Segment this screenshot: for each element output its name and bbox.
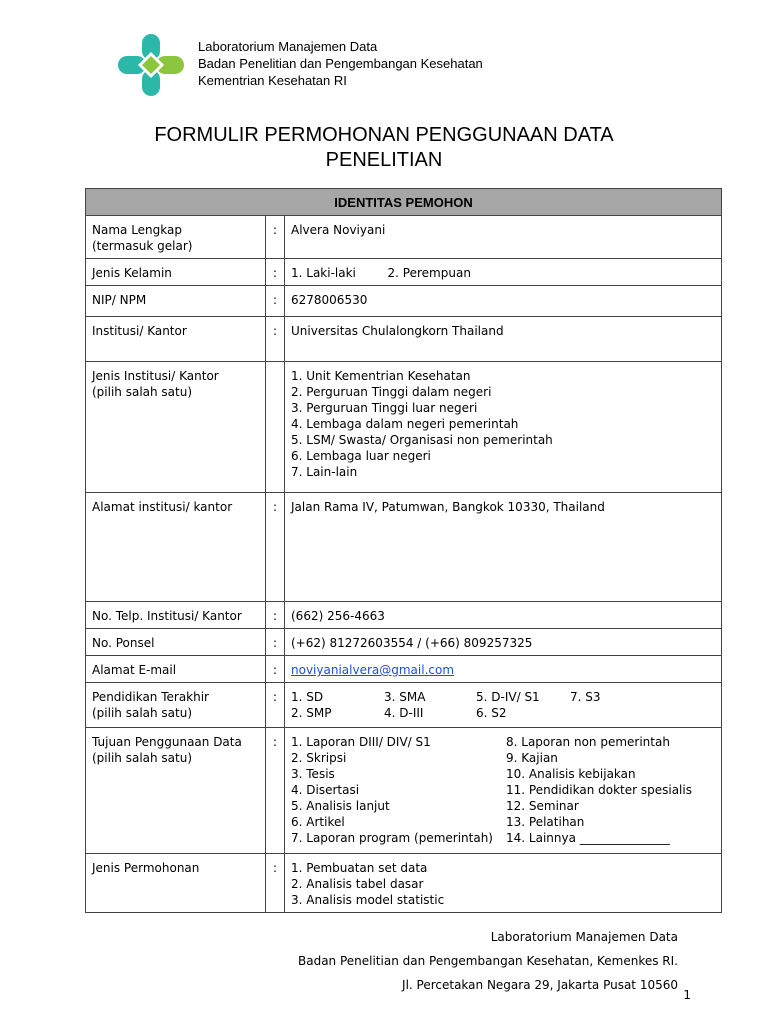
label-institusi: Institusi/ Kantor <box>86 317 266 362</box>
label-telp: No. Telp. Institusi/ Kantor <box>86 602 266 629</box>
option-tujuan-2[interactable]: 2. Skripsi <box>291 751 347 765</box>
row-email <box>86 656 722 683</box>
label-kelamin: Jenis Kelamin <box>86 259 266 286</box>
colon: : <box>266 602 285 629</box>
option-institusi-3[interactable]: 3. Perguruan Tinggi luar negeri <box>291 401 478 415</box>
option-perempuan[interactable]: 2. Perempuan <box>387 266 471 280</box>
option-tujuan-8[interactable]: 8. Laporan non pemerintah <box>506 735 670 749</box>
footer-line-2: Badan Penelitian dan Pengembangan Kesehatan, Kemenkes RI. <box>297 954 678 968</box>
option-institusi-2[interactable]: 2. Perguruan Tinggi dalam negeri <box>291 385 492 399</box>
colon: : <box>266 683 285 728</box>
label-tujuan <box>86 728 266 854</box>
label-tujuan-1: Tujuan Penggunaan Data <box>92 735 242 749</box>
option-tujuan-11[interactable]: 11. Pendidikan dokter spesialis <box>506 783 692 797</box>
page-number: 1 <box>683 988 691 1002</box>
label-nama <box>86 216 266 259</box>
option-tujuan-3[interactable]: 3. Tesis <box>291 767 335 781</box>
tujuan-col-2 <box>506 734 692 846</box>
colon: : <box>266 493 285 602</box>
value-nip[interactable]: 6278006530 <box>285 286 722 317</box>
row-ponsel <box>86 629 722 656</box>
title-line-2: PENELITIAN <box>325 149 443 171</box>
section-header-row <box>86 189 722 216</box>
row-tujuan <box>86 728 722 854</box>
value-permohonan <box>285 854 722 913</box>
row-pendidikan <box>86 683 722 728</box>
label-pendidikan-2: (pilih salah satu) <box>92 706 193 720</box>
kemenkes-logo-icon <box>118 34 186 96</box>
form-title <box>0 123 768 173</box>
tujuan-options <box>291 734 715 846</box>
colon: : <box>266 728 285 854</box>
option-s3[interactable]: 7. S3 <box>570 690 601 704</box>
option-tujuan-1[interactable]: 1. Laporan DIII/ DIV/ S1 <box>291 735 431 749</box>
option-sd[interactable]: 1. SD <box>291 690 324 704</box>
option-tujuan-13[interactable]: 13. Pelatihan <box>506 815 585 829</box>
option-sma[interactable]: 3. SMA <box>384 690 426 704</box>
colon: : <box>266 259 285 286</box>
footer-line-1: Laboratorium Manajemen Data <box>490 930 678 944</box>
footer-line-3: Jl. Percetakan Negara 29, Jakarta Pusat 10560 <box>402 978 678 992</box>
colon: : <box>266 286 285 317</box>
option-tujuan-9[interactable]: 9. Kajian <box>506 751 558 765</box>
option-permohonan-2[interactable]: 2. Analisis tabel dasar <box>291 877 424 891</box>
value-nama[interactable]: Alvera Noviyani <box>285 216 722 259</box>
org-line-3: Kementrian Kesehatan RI <box>198 73 347 88</box>
permohonan-options <box>291 860 715 908</box>
label-pendidikan-1: Pendidikan Terakhir <box>92 690 209 704</box>
row-kelamin <box>86 259 722 286</box>
colon: : <box>266 317 285 362</box>
pendidikan-options <box>291 689 715 721</box>
section-header: IDENTITAS PEMOHON <box>86 189 722 216</box>
option-d4-s1[interactable]: 5. D-IV/ S1 <box>476 690 540 704</box>
option-tujuan-4[interactable]: 4. Disertasi <box>291 783 360 797</box>
colon: : <box>266 854 285 913</box>
option-laki-laki[interactable]: 1. Laki-laki <box>291 266 356 280</box>
label-jenis-institusi-1: Jenis Institusi/ Kantor <box>92 369 219 383</box>
row-nama <box>86 216 722 259</box>
org-line-1: Laboratorium Manajemen Data <box>198 39 378 54</box>
label-email: Alamat E-mail <box>86 656 266 683</box>
option-institusi-6[interactable]: 6. Lembaga luar negeri <box>291 449 431 463</box>
tujuan-col-1 <box>291 734 506 846</box>
value-tujuan <box>285 728 722 854</box>
value-pendidikan <box>285 683 722 728</box>
option-tujuan-10[interactable]: 10. Analisis kebijakan <box>506 767 636 781</box>
label-nama-1: Nama Lengkap <box>92 223 182 237</box>
org-line-2: Badan Penelitian dan Pengembangan Kesehatan <box>198 56 483 71</box>
label-jenis-institusi <box>86 362 266 493</box>
title-line-1: FORMULIR PERMOHONAN PENGGUNAAN DATA <box>154 124 614 146</box>
label-pendidikan <box>86 683 266 728</box>
option-permohonan-3[interactable]: 3. Analisis model statistic <box>291 893 445 907</box>
row-alamat <box>86 493 722 602</box>
option-tujuan-5[interactable]: 5. Analisis lanjut <box>291 799 390 813</box>
value-email[interactable] <box>285 656 722 683</box>
row-institusi <box>86 317 722 362</box>
option-institusi-7[interactable]: 7. Lain-lain <box>291 465 358 479</box>
value-ponsel[interactable]: (+62) 81272603554 / (+66) 809257325 <box>285 629 722 656</box>
letterhead <box>0 0 768 110</box>
organization-block <box>198 38 483 89</box>
option-empty <box>570 705 630 721</box>
option-institusi-4[interactable]: 4. Lembaga dalam negeri pemerintah <box>291 417 519 431</box>
option-tujuan-7[interactable]: 7. Laporan program (pemerintah) <box>291 831 493 845</box>
option-permohonan-1[interactable]: 1. Pembuatan set data <box>291 861 428 875</box>
row-nip <box>86 286 722 317</box>
jenis-institusi-options <box>291 368 715 480</box>
option-tujuan-12[interactable]: 12. Seminar <box>506 799 579 813</box>
colon: : <box>266 216 285 259</box>
label-jenis-institusi-2: (pilih salah satu) <box>92 385 193 399</box>
label-permohonan: Jenis Permohonan <box>86 854 266 913</box>
email-link[interactable]: noviyanialvera@gmail.com <box>291 663 455 677</box>
label-nip: NIP/ NPM <box>86 286 266 317</box>
colon: : <box>266 656 285 683</box>
value-institusi[interactable]: Universitas Chulalongkorn Thailand <box>285 317 722 362</box>
row-telp <box>86 602 722 629</box>
row-permohonan <box>86 854 722 913</box>
label-nama-2: (termasuk gelar) <box>92 239 193 253</box>
applicant-form-table <box>85 188 722 913</box>
value-jenis-institusi <box>285 362 722 493</box>
value-alamat[interactable]: Jalan Rama IV, Patumwan, Bangkok 10330, Thailand <box>285 493 722 602</box>
option-smp[interactable]: 2. SMP <box>291 706 332 720</box>
option-s2[interactable]: 6. S2 <box>476 706 507 720</box>
colon-empty <box>266 362 285 493</box>
footer-address <box>297 925 691 1002</box>
option-tujuan-14[interactable]: 14. Lainnya _______________ <box>506 831 670 845</box>
option-d3[interactable]: 4. D-III <box>384 706 424 720</box>
label-ponsel: No. Ponsel <box>86 629 266 656</box>
row-jenis-institusi <box>86 362 722 493</box>
colon: : <box>266 629 285 656</box>
option-institusi-1[interactable]: 1. Unit Kementrian Kesehatan <box>291 369 471 383</box>
value-telp[interactable]: (662) 256-4663 <box>285 602 722 629</box>
label-alamat: Alamat institusi/ kantor <box>86 493 266 602</box>
value-kelamin[interactable] <box>285 259 722 286</box>
label-tujuan-2: (pilih salah satu) <box>92 751 193 765</box>
option-tujuan-6[interactable]: 6. Artikel <box>291 815 345 829</box>
option-institusi-5[interactable]: 5. LSM/ Swasta/ Organisasi non pemerintah <box>291 433 553 447</box>
